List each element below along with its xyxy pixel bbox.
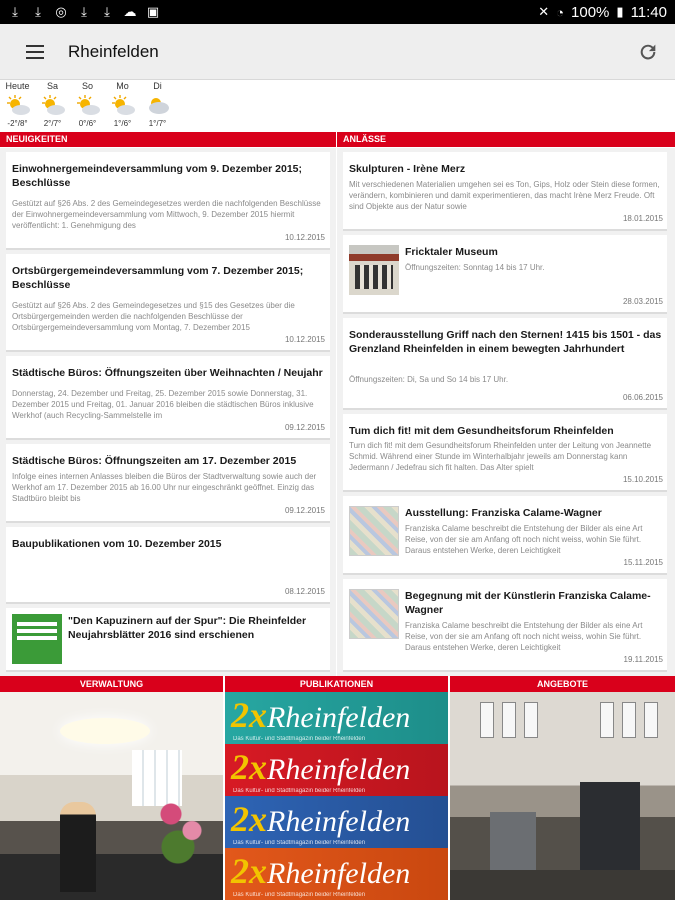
sync-icon: ◎ <box>55 4 67 19</box>
weather-forecast <box>0 80 175 132</box>
magazine-subtitle: Das Kultur- und Stadtmagazin beider Rheinfelden <box>233 788 366 794</box>
refresh-button[interactable] <box>621 24 675 80</box>
magazine-subtitle: Das Kultur- und Stadtmagazin beider Rheinfelden <box>233 736 366 742</box>
news-item[interactable] <box>6 608 330 672</box>
tile-verwaltung[interactable] <box>0 676 225 900</box>
magazine-cover <box>225 848 450 900</box>
wifi-icon: ◔ <box>556 4 565 20</box>
event-excerpt: Franziska Calame beschreibt die Entstehung der Bilder als eine Art Reise, von der sie am Anfang oft noch nicht weiss, wohin Sie führt. Daraus entstehen Werke, deren Leichtigkeit <box>405 524 643 555</box>
download-icon: ⤓ <box>12 4 18 19</box>
tile-angebote-photo <box>450 692 675 900</box>
refresh-icon <box>637 41 659 63</box>
news-excerpt: Gestützt auf §26 Abs. 2 des Gemeindegesetzes werden die nachfolgenden Beschlüsse der Einwohnergemeindeversammlung vom Mittwoch, 9. Dezember 2015 hiermit veröffentlicht: 1. Genehmigung des <box>12 199 321 230</box>
notification-icons <box>8 5 160 19</box>
event-date: 18.01.2015 <box>622 214 663 223</box>
magazine-name: Rheinfelden <box>267 753 411 786</box>
event-excerpt: Turn dich fit! mit dem Gesundheitsforum Rheinfelden unter der Leitung von Jeannette Schmid. Während einer Stunde im Winterhalbjahr jeweils am Donnerstag kann Jedermann / Jedefrau sich fit halten. Das Alter spielt <box>349 441 652 472</box>
news-title: "Den Kapuzinern auf der Spur": Die Rheinfelder Neujahrsblätter 2016 sind erschienen <box>68 615 307 641</box>
event-thumbnail <box>349 245 399 295</box>
weather-temp: 1°/6° <box>113 119 132 128</box>
weather-day <box>0 80 35 132</box>
battery-level: 100% <box>571 3 610 21</box>
cloudy-sun-icon <box>140 92 175 118</box>
event-item[interactable] <box>343 318 667 410</box>
tile-label: VERWALTUNG <box>0 676 223 692</box>
weather-temp: 2°/7° <box>43 119 62 128</box>
news-date: 09.12.2015 <box>284 506 325 515</box>
event-title: Begegnung mit der Künstlerin Franziska Calame-Wagner <box>405 590 651 616</box>
partly-sunny-icon <box>70 92 105 118</box>
news-date: 08.12.2015 <box>284 587 325 596</box>
weather-day <box>105 80 140 132</box>
app-bar <box>0 24 675 80</box>
mute-icon: ✕ <box>538 4 550 19</box>
weather-day-label: Sa <box>46 81 58 91</box>
event-date: 19.11.2015 <box>623 655 663 664</box>
weather-day <box>35 80 70 132</box>
magazine-prefix: 2x <box>231 851 267 891</box>
news-date: 10.12.2015 <box>284 335 325 344</box>
news-excerpt: Infolge eines internen Anlasses bleiben die Büros der Stadtverwaltung sowie auch der Werkhof am 17. Dezember 2015 ab 16.00 Uhr nur eingeschränkt geöffnet. Einzig das Stadtbüro bleibt bis <box>12 472 317 503</box>
events-section-header: ANLÄSSE <box>337 132 675 147</box>
event-excerpt: Öffnungszeiten: Di, Sa und So 14 bis 17 Uhr. <box>349 375 509 384</box>
news-excerpt: Gestützt auf §26 Abs. 2 des Gemeindegesetzes und §15 des Gesetzes über die Ortsbürgergemeinden werden die nachfolgenden Beschlüsse der Ortsbürgergemeindeversammlung vom Montag, 7. Dezember 2015 <box>12 301 295 332</box>
news-item[interactable] <box>6 254 330 352</box>
magazine-subtitle: Das Kultur- und Stadtmagazin beider Rheinfelden <box>233 892 366 898</box>
magazine-prefix: 2x <box>231 695 267 735</box>
news-title: Städtische Büros: Öffnungszeiten am 17. Dezember 2015 <box>12 455 297 467</box>
event-title: Skulpturen - Irène Merz <box>349 163 466 175</box>
tile-label: PUBLIKATIONEN <box>225 676 448 692</box>
news-list[interactable] <box>0 148 336 676</box>
partly-sunny-icon <box>35 92 70 118</box>
event-title: Fricktaler Museum <box>405 246 498 258</box>
clock: 11:40 <box>630 3 667 21</box>
news-date: 10.12.2015 <box>284 233 325 242</box>
menu-button[interactable] <box>0 24 70 80</box>
weather-day <box>140 80 175 132</box>
magazine-subtitle: Das Kultur- und Stadtmagazin beider Rheinfelden <box>233 840 366 846</box>
news-title: Baupublikationen vom 10. Dezember 2015 <box>12 538 222 550</box>
event-excerpt: Öffnungszeiten: Sonntag 14 bis 17 Uhr. <box>405 263 545 272</box>
image-icon: ▣ <box>146 4 160 19</box>
download-icon: ⤓ <box>35 4 41 19</box>
events-list[interactable] <box>337 148 675 676</box>
event-thumbnail <box>349 589 399 639</box>
partly-sunny-icon <box>0 92 35 118</box>
weather-temp: -2°/8° <box>7 119 28 128</box>
news-item[interactable] <box>6 356 330 440</box>
magazine-prefix: 2x <box>231 799 267 839</box>
news-item[interactable] <box>6 527 330 604</box>
magazine-prefix: 2x <box>231 747 267 787</box>
system-icons <box>538 4 667 21</box>
event-date: 28.03.2015 <box>622 297 663 306</box>
battery-icon: ▮ <box>616 4 624 19</box>
event-item[interactable] <box>343 496 667 575</box>
magazine-name: Rheinfelden <box>267 857 411 890</box>
weather-day <box>70 80 105 132</box>
status-bar <box>0 0 675 24</box>
event-date: 06.06.2015 <box>622 393 663 402</box>
weather-temp: 1°/7° <box>148 119 167 128</box>
news-title: Ortsbürgergemeindeversammlung vom 7. Dezember 2015; Beschlüsse <box>12 265 304 291</box>
tile-label: ANGEBOTE <box>450 676 675 692</box>
news-section-header: NEUIGKEITEN <box>0 132 336 147</box>
news-date: 09.12.2015 <box>284 423 325 432</box>
download-icon: ⤓ <box>104 4 110 19</box>
event-item[interactable] <box>343 579 667 672</box>
news-item[interactable] <box>6 444 330 523</box>
magazine-name: Rheinfelden <box>267 701 411 734</box>
news-title: Städtische Büros: Öffnungszeiten über Weihnachten / Neujahr <box>12 367 323 379</box>
news-item[interactable] <box>6 152 330 250</box>
event-item[interactable] <box>343 235 667 314</box>
event-date: 15.10.2015 <box>622 475 663 484</box>
category-tiles <box>0 676 675 900</box>
news-excerpt: Donnerstag, 24. Dezember und Freitag, 25. Dezember 2015 sowie Donnerstag, 31. Dezember 2015 und Freitag, 01. Januar 2016 bleiben die städtischen Büros inklusive Werkhof (auch Recycling-Sammelstelle im <box>12 389 314 420</box>
tile-publikationen[interactable] <box>225 676 450 900</box>
tile-publikationen-photo <box>225 692 448 900</box>
magazine-name: Rheinfelden <box>267 805 411 838</box>
news-excerpt <box>12 559 325 585</box>
news-thumbnail <box>12 614 62 664</box>
download-icon: ⤓ <box>81 4 87 19</box>
event-excerpt: Franziska Calame beschreibt die Entstehung der Bilder als eine Art Reise, von der sie am Anfang oft noch nicht weiss, wohin Sie führt. Daraus entstehen Werke, deren Leichtigkeit <box>405 621 643 652</box>
event-title: Tum dich fit! mit dem Gesundheitsforum Rheinfelden <box>349 425 614 437</box>
magazine-cover <box>225 796 450 848</box>
weather-temp: 0°/6° <box>78 119 97 128</box>
magazine-cover <box>225 744 450 796</box>
weather-day-label: Di <box>153 81 162 91</box>
tile-verwaltung-photo <box>0 692 223 900</box>
event-item[interactable] <box>343 152 667 231</box>
weather-day-label: So <box>81 81 93 91</box>
magazine-cover <box>225 692 450 744</box>
event-date: 15.11.2015 <box>623 558 663 567</box>
weather-day-label: Mo <box>116 81 129 91</box>
tile-angebote[interactable] <box>450 676 675 900</box>
cloud-icon: ☁ <box>123 4 137 19</box>
partly-sunny-icon <box>105 92 140 118</box>
event-excerpt: Mit verschiedenen Materialien umgehen sei es Ton, Gips, Holz oder Stein diese formen, verändern, kombinieren und damit experimentieren, das macht Irène Merz Freude. Oft sind Objekte aus der Natur sowie <box>349 180 660 211</box>
event-title: Ausstellung: Franziska Calame-Wagner <box>405 507 602 519</box>
weather-day-label: Heute <box>5 81 30 91</box>
hamburger-icon <box>26 45 44 59</box>
news-title: Einwohnergemeindeversammlung vom 9. Dezember 2015; Beschlüsse <box>12 163 303 189</box>
app-title: Rheinfelden <box>68 41 159 61</box>
event-thumbnail <box>349 506 399 556</box>
event-item[interactable] <box>343 414 667 492</box>
event-title: Sonderausstellung Griff nach den Sternen! 1415 bis 1501 - das Grenzland Rheinfelden in einem bewegten Jahrhundert <box>349 329 662 355</box>
